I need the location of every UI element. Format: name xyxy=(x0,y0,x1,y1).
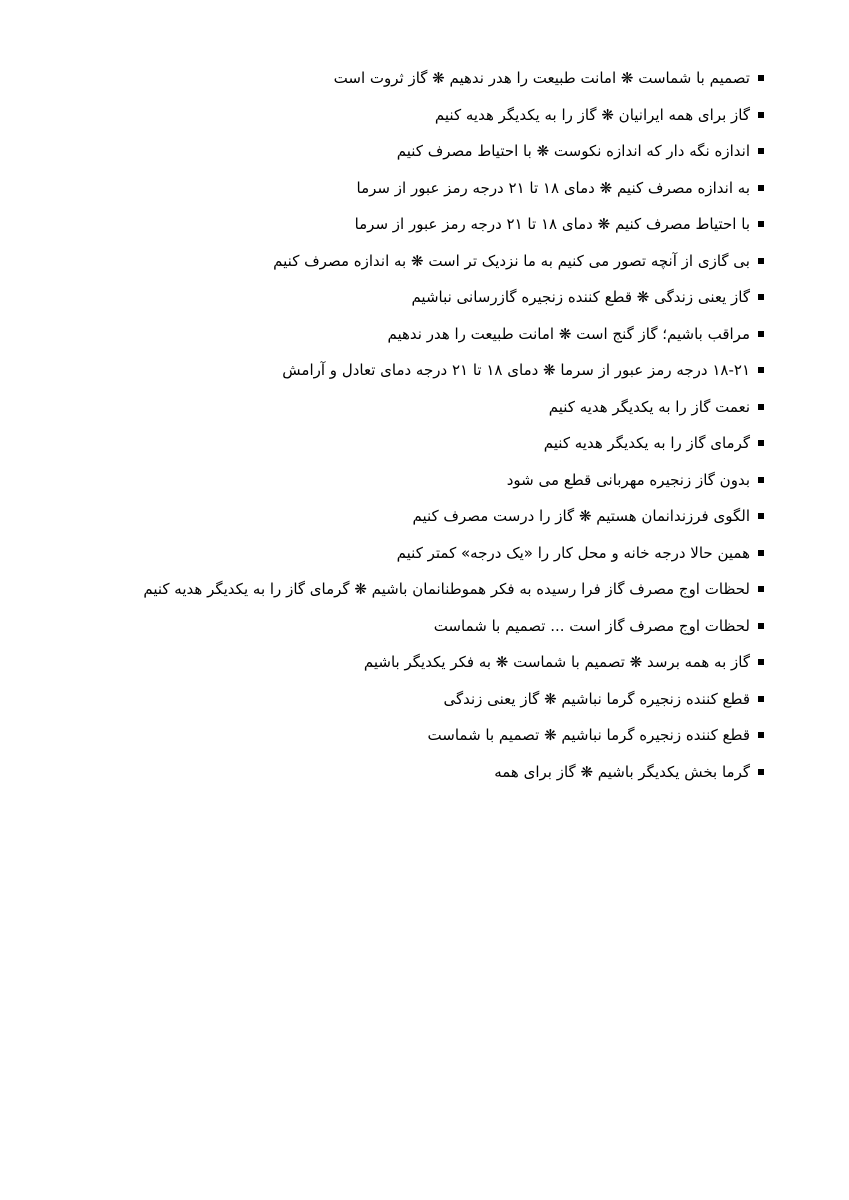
list-item xyxy=(24,535,764,572)
list-item-text: گاز برای همه ایرانیان ❋ گاز را به یکدیگر هدیه کنیم xyxy=(434,105,750,124)
list-item-text: بی گازی از آنچه تصور می کنیم به ما نزدیک تر است ❋ به اندازه مصرف کنیم xyxy=(273,251,750,270)
square-bullet-icon xyxy=(758,75,764,81)
list-item xyxy=(24,681,764,718)
list-item xyxy=(24,498,764,535)
list-item-text: لحظات اوج مصرف گاز فرا رسیده به فکر هموطنانمان باشیم ❋ گرمای گاز را به یکدیگر هدیه کنیم xyxy=(143,580,750,599)
list-item-text: همین حالا درجه خانه و محل کار را «یک درجه» کمتر کنیم xyxy=(396,543,750,562)
list-item-text: گرمای گاز را به یکدیگر هدیه کنیم xyxy=(543,434,750,453)
square-bullet-icon xyxy=(758,550,764,556)
square-bullet-icon xyxy=(758,112,764,118)
list-item xyxy=(24,60,764,97)
slogan-list xyxy=(24,60,764,790)
list-item xyxy=(24,644,764,681)
square-bullet-icon xyxy=(758,331,764,337)
list-item-text: بدون گاز زنجیره مهربانی قطع می شود xyxy=(506,470,750,489)
list-item-text: نعمت گاز را به یکدیگر هدیه کنیم xyxy=(548,397,750,416)
list-item xyxy=(24,571,764,608)
square-bullet-icon xyxy=(758,696,764,702)
list-item-text: ۱۸-۲۱ درجه رمز عبور از سرما ❋ دمای ۱۸ تا ۲۱ درجه دمای تعادل و آرامش xyxy=(282,361,750,380)
square-bullet-icon xyxy=(758,440,764,446)
list-item xyxy=(24,608,764,645)
document-page xyxy=(24,60,764,790)
list-item-text: به اندازه مصرف کنیم ❋ دمای ۱۸ تا ۲۱ درجه رمز عبور از سرما xyxy=(356,178,750,197)
square-bullet-icon xyxy=(758,586,764,592)
square-bullet-icon xyxy=(758,659,764,665)
list-item xyxy=(24,97,764,134)
list-item-text: اندازه نگه دار که اندازه نکوست ❋ با احتیاط مصرف کنیم xyxy=(396,142,750,161)
square-bullet-icon xyxy=(758,148,764,154)
list-item-text: الگوی فرزندانمان هستیم ❋ گاز را درست مصرف کنیم xyxy=(412,507,750,526)
list-item-text: با احتیاط مصرف کنیم ❋ دمای ۱۸ تا ۲۱ درجه رمز عبور از سرما xyxy=(354,215,750,234)
list-item-text: لحظات اوج مصرف گاز است ... تصمیم با شماست xyxy=(433,616,750,635)
list-item-text: قطع کننده زنجیره گرما نباشیم ❋ گاز یعنی زندگی xyxy=(443,689,750,708)
list-item xyxy=(24,243,764,280)
list-item xyxy=(24,389,764,426)
list-item xyxy=(24,316,764,353)
list-item xyxy=(24,717,764,754)
square-bullet-icon xyxy=(758,769,764,775)
square-bullet-icon xyxy=(758,513,764,519)
square-bullet-icon xyxy=(758,258,764,264)
list-item-text: مراقب باشیم؛ گاز گنج است ❋ امانت طبیعت را هدر ندهیم xyxy=(387,324,750,343)
square-bullet-icon xyxy=(758,623,764,629)
square-bullet-icon xyxy=(758,294,764,300)
square-bullet-icon xyxy=(758,477,764,483)
list-item xyxy=(24,462,764,499)
square-bullet-icon xyxy=(758,367,764,373)
list-item xyxy=(24,279,764,316)
square-bullet-icon xyxy=(758,404,764,410)
list-item-text: گاز یعنی زندگی ❋ قطع کننده زنجیره گازرسانی نباشیم xyxy=(411,288,750,307)
list-item xyxy=(24,425,764,462)
list-item-text: قطع کننده زنجیره گرما نباشیم ❋ تصمیم با شماست xyxy=(427,726,750,745)
list-item-text: تصمیم با شماست ❋ امانت طبیعت را هدر ندهیم ❋ گاز ثروت است xyxy=(333,69,750,88)
square-bullet-icon xyxy=(758,221,764,227)
list-item xyxy=(24,754,764,791)
list-item xyxy=(24,352,764,389)
square-bullet-icon xyxy=(758,732,764,738)
list-item-text: گرما بخش یکدیگر باشیم ❋ گاز برای همه xyxy=(494,762,750,781)
list-item xyxy=(24,170,764,207)
list-item xyxy=(24,133,764,170)
square-bullet-icon xyxy=(758,185,764,191)
list-item xyxy=(24,206,764,243)
list-item-text: گاز به همه برسد ❋ تصمیم با شماست ❋ به فکر یکدیگر باشیم xyxy=(363,653,750,672)
